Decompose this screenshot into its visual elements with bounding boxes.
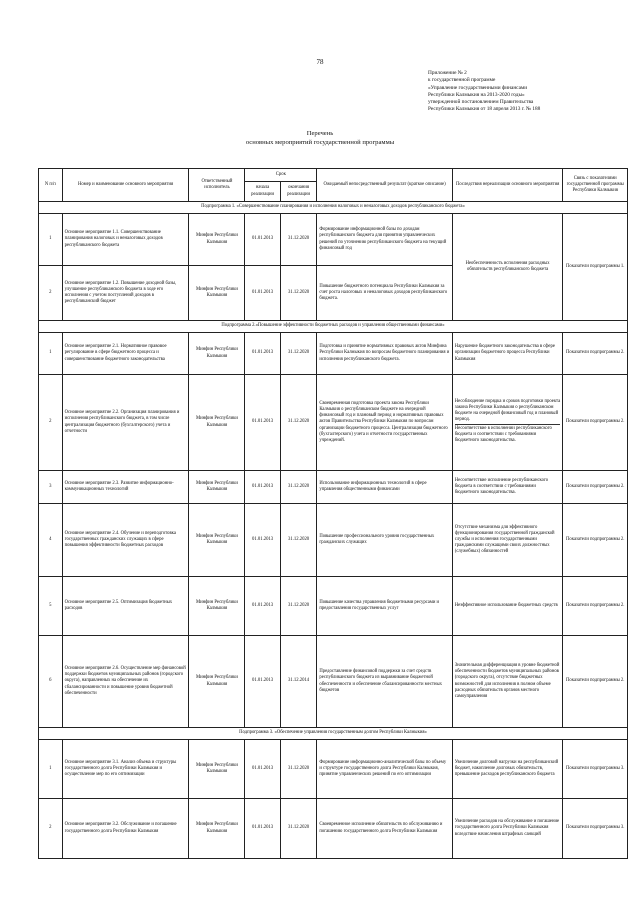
appendix-block	[428, 70, 628, 114]
consequence-part-b: Несоответствие в исполнении республиканского бюджета и соответствии с требованиями бюджетного законодательства.	[454, 426, 552, 444]
cell-num: 1	[39, 214, 63, 266]
header-name: Номер и наименование основного мероприятия	[62, 169, 189, 202]
cell-name: Основное мероприятие 2.1. Нормативное правовое регулирование в сфере бюджетного процесса и совершенствование бюджетного законодательства	[62, 333, 189, 375]
header-term: Срок	[245, 169, 317, 182]
cell-num: 6	[39, 636, 63, 728]
document-title	[0, 130, 640, 147]
cell-result: Использование информационных технологий в сфере управления общественными финансами	[317, 471, 452, 504]
cell-link: Показатели подпрограммы 2.	[563, 333, 628, 375]
cell-end: 31.12.2020	[280, 740, 317, 799]
cell-link: Показатели подпрограммы 2.	[563, 636, 628, 728]
cell-consequences	[452, 375, 563, 471]
cell-num: 5	[39, 577, 63, 636]
cell-result: Повышение бюджетного потенциала Республики Калмыкия за счет роста налоговых и неналоговых доходов республиканского бюджета.	[317, 266, 452, 321]
cell-link: Показатели подпрограммы 2.	[563, 471, 628, 504]
appendix-line: «Управление государственными финансами	[428, 84, 528, 91]
cell-start: 01.01.2013	[245, 577, 280, 636]
cell-start: 01.01.2013	[245, 266, 280, 321]
cell-num: 2	[39, 799, 63, 859]
cell-name: Основное мероприятие 2.6. Осуществление мер финансовой поддержки бюджетов муниципальных районов (городского округа), направленных на обеспечение их сбалансированности и повышение уровня бюджетной обеспеченности	[62, 636, 189, 728]
cell-consequences: Увеличение долговой нагрузки на республиканский бюджет, накопление долговых обязательств, превышение расходов республиканского бюджета	[452, 740, 563, 799]
cell-consequences: Увеличение расходов на обслуживание и погашение государственного долга Республики Калмыкия вследствие начисления штрафных санкций	[452, 799, 563, 859]
cell-executor: Минфин Республики Калмыкия	[189, 375, 245, 471]
cell-num: 3	[39, 471, 63, 504]
header-result: Ожидаемый непосредственный результат (краткое описание)	[317, 169, 452, 202]
header-link: Связь с показателями государственной программы Республики Калмыкия	[563, 169, 628, 202]
header-consequences: Последствия нереализации основного мероприятия	[452, 169, 563, 202]
cell-result: Повышение качества управления бюджетными ресурсами и предоставления государственных услуг	[317, 577, 452, 636]
appendix-line: утвержденной постановлением Правительства	[428, 99, 534, 106]
table-row	[39, 636, 628, 728]
header-num: N п/п	[39, 169, 63, 202]
cell-start: 01.01.2013	[245, 504, 280, 577]
cell-name: Основное мероприятие 3.2. Обслуживание и погашение государственного долга Республики Калмыкия	[62, 799, 189, 859]
cell-end: 31.12.2014	[280, 636, 317, 728]
cell-name: Основное мероприятие 2.2. Организация планирования и исполнения республиканского бюджета, в том числе централизация бюджетного (бухгалтерского) учета и отчетности	[62, 375, 189, 471]
cell-consequences: Нарушение бюджетного законодательства в сфере организации бюджетного процесса Республики Калмыкия	[452, 333, 563, 375]
cell-name: Основное мероприятие 2.5. Оптимизация бюджетных расходов	[62, 577, 189, 636]
cell-name: Основное мероприятие 3.1. Анализ объема и структуры государственного долга Республики Калмыкия и осуществление мер по его оптимизации	[62, 740, 189, 799]
subprogram-title: Подпрограмма 3. «Обеспечение управления государственным долгом Республики Калмыкия»	[39, 728, 628, 740]
table-row	[39, 471, 628, 504]
appendix-line: Приложение № 2	[428, 70, 467, 76]
table-row	[39, 577, 628, 636]
cell-consequences: Отсутствие механизма для эффективного функционирования государственной гражданской службы и исполнения государственными гражданскими служащими своих должностных (служебных) обязанностей	[452, 504, 563, 577]
cell-executor: Минфин Республики Калмыкия	[189, 636, 245, 728]
cell-start: 01.01.2013	[245, 799, 280, 859]
cell-executor: Минфин Республики Калмыкия	[189, 799, 245, 859]
cell-name: Основное мероприятие 2.3. Развитие информационно-коммуникационных технологий	[62, 471, 189, 504]
cell-end: 31.12.2020	[280, 504, 317, 577]
cell-name: Основное мероприятие 1.1. Совершенствование планирования налоговых и неналоговых доходов республиканского бюджета	[62, 214, 189, 266]
cell-name: Основное мероприятие 2.4. Обучение и переподготовка государственных гражданских служащих в сфере повышения эффективности бюджетных расходов	[62, 504, 189, 577]
cell-end: 31.12.2020	[280, 266, 317, 321]
cell-consequences: Несоответствие исполнение республиканского бюджета в соответствии с требованиями бюджетного законодательства.	[452, 471, 563, 504]
cell-end: 31.12.2020	[280, 471, 317, 504]
cell-num: 1	[39, 740, 63, 799]
cell-start: 01.01.2013	[245, 333, 280, 375]
cell-executor: Минфин Республики Калмыкия	[189, 333, 245, 375]
page-number: 78	[316, 58, 324, 66]
cell-num: 4	[39, 504, 63, 577]
cell-link: Показатели подпрограммы 3.	[563, 740, 628, 799]
cell-name: Основное мероприятие 1.2. Повышение доходной базы, улучшение республиканского бюджета в ходе его исполнения с учетом поступлений доходов в республиканский бюджет	[62, 266, 189, 321]
cell-link: Показатели подпрограммы 2.	[563, 577, 628, 636]
cell-result: Подготовка и принятие нормативных правовых актов Минфина Республики Калмыкия по вопросам бюджетного планирования и исполнения республиканского бюджета.	[317, 333, 452, 375]
subprogram-row	[39, 202, 628, 214]
cell-result: Своевременное исполнение обязательств по обслуживанию и погашению государственного долга Республики Калмыкия	[317, 799, 452, 859]
subprogram-row	[39, 321, 628, 333]
table-row	[39, 504, 628, 577]
cell-executor: Минфин Республики Калмыкия	[189, 740, 245, 799]
cell-consequences: Необеспеченность исполнения расходных обязательств республиканского бюджета	[452, 214, 563, 321]
cell-executor: Минфин Республики Калмыкия	[189, 471, 245, 504]
cell-executor: Минфин Республики Калмыкия	[189, 266, 245, 321]
cell-result: Своевременная подготовка проекта закона Республики Калмыкия о республиканском бюджете на очередной финансовый год и плановый период и нормативных правовых актов Правительства Республики Калмыкия по вопросам организации бюджетного процесса. Централизация бюджетного (бухгалтерского) учета и отчетности государственных учреждений.	[317, 375, 452, 471]
appendix-line: Республики Калмыкия от 18 апреля 2013 г. № 188	[428, 106, 541, 113]
cell-start: 01.01.2013	[245, 375, 280, 471]
cell-executor: Минфин Республики Калмыкия	[189, 577, 245, 636]
cell-executor: Минфин Республики Калмыкия	[189, 214, 245, 266]
cell-consequences: Значительная дифференциация в уровне бюджетной обеспеченности бюджетов муниципальных районов (городского округа), отсутствие бюджетных возможностей для исполнения в полном объеме расходных обязательств органов местного самоуправления	[452, 636, 563, 728]
cell-link: Показатели подпрограммы 3.	[563, 799, 628, 859]
cell-result: Формирование информационной базы по доходам республиканского бюджета для принятия управленческих решений по уточнению республиканского бюджета на текущий финансовый год	[317, 214, 452, 266]
cell-end: 31.12.2020	[280, 799, 317, 859]
cell-executor: Минфин Республики Калмыкия	[189, 504, 245, 577]
cell-end: 31.12.2020	[280, 577, 317, 636]
cell-result: Формирование информационно-аналитической базы по объему и структуре государственного долга Республики Калмыкия, принятие управленческих решений по его оптимизации	[317, 740, 452, 799]
table-row	[39, 333, 628, 375]
subprogram-title: Подпрограмма 1. «Совершенствование планирования и исполнения налоговых и неналоговых доходов республиканского бюджета»	[39, 202, 628, 214]
consequence-part-a: Несоблюдение порядка и сроков подготовки проекта закона Республики Калмыкия о республиканском бюджете на очередной финансовый год и плановый период.	[455, 399, 561, 425]
cell-start: 01.01.2013	[245, 214, 280, 266]
title-line-1: Перечень	[306, 130, 334, 137]
activities-table	[38, 168, 628, 859]
subprogram-title: Подпрограмма 2.«Повышение эффективности бюджетных расходов и управления общественными финансами»	[39, 321, 628, 333]
cell-result: Предоставление финансовой поддержки за счет средств республиканского бюджета из выравнивание бюджетной обеспеченности и обеспечение сбалансированности местных бюджетов	[317, 636, 452, 728]
cell-link: Показатели подпрограммы 2.	[563, 504, 628, 577]
header-row	[39, 169, 628, 182]
cell-result: Повышение профессионального уровня государственных гражданских служащих	[317, 504, 452, 577]
table-row	[39, 799, 628, 859]
cell-start: 01.01.2013	[245, 471, 280, 504]
header-executor: Ответственный исполнитель	[189, 169, 245, 202]
appendix-line: к государственной программе	[428, 77, 496, 84]
table-row	[39, 214, 628, 266]
cell-start: 01.01.2013	[245, 636, 280, 728]
cell-end: 31.12.2020	[280, 375, 317, 471]
cell-link: Показатели подпрограммы 2.	[563, 375, 628, 471]
title-line-2: основных мероприятий государственной программы	[245, 138, 395, 146]
cell-num: 1	[39, 333, 63, 375]
table-row	[39, 740, 628, 799]
header-end: окончания реализации	[280, 182, 317, 202]
subprogram-row	[39, 728, 628, 740]
cell-end: 31.12.2020	[280, 333, 317, 375]
table-row	[39, 375, 628, 471]
cell-link: Показатели подпрограммы 1.	[563, 214, 628, 321]
cell-consequences: Неэффективное использование бюджетных средств	[452, 577, 563, 636]
header-start: начала реализации	[245, 182, 280, 202]
cell-num: 2	[39, 375, 63, 471]
cell-end: 31.12.2020	[280, 214, 317, 266]
cell-num: 2	[39, 266, 63, 321]
appendix-line: Республики Калмыкия на 2013-2020 годы»	[428, 91, 525, 98]
cell-start: 01.01.2013	[245, 740, 280, 799]
